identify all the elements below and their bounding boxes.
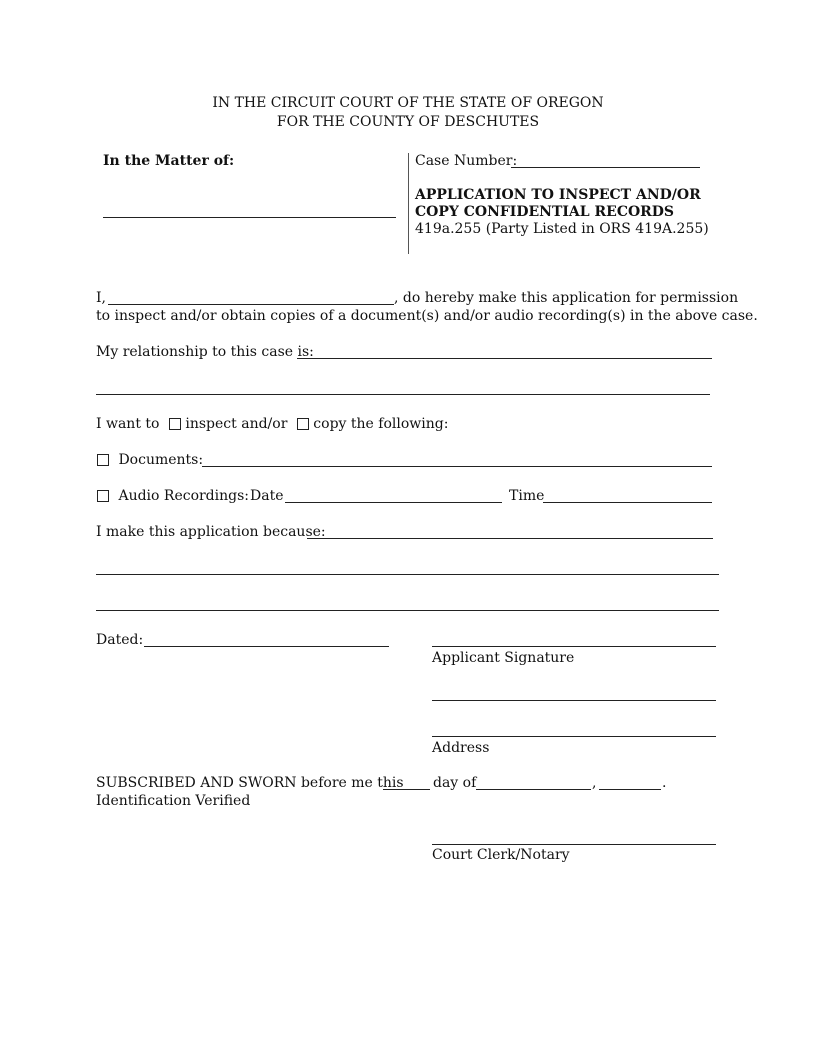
document-title-line2: COPY CONFIDENTIAL RECORDS: [415, 204, 675, 220]
reason-label: I make this application because:: [96, 524, 326, 540]
sworn-year-field[interactable]: [599, 789, 661, 790]
audio-row: [97, 488, 249, 505]
documents-checkbox[interactable]: [97, 454, 109, 466]
applicant-prefix: I,: [96, 290, 106, 306]
statute-reference: 419a.255 (Party Listed in ORS 419A.255): [415, 221, 709, 237]
date-label: Date: [250, 488, 284, 504]
case-number-field[interactable]: [511, 167, 700, 168]
audio-time-field[interactable]: [543, 502, 712, 503]
relationship-field[interactable]: [297, 358, 712, 359]
case-number-label: Case Number:: [415, 153, 518, 169]
audio-checkbox[interactable]: [97, 490, 109, 502]
statement-part2: to inspect and/or obtain copies of a document(s) and/or audio recording(s) in the above case.: [96, 308, 758, 324]
want-to-row: [96, 416, 448, 433]
applicant-name-field[interactable]: [108, 304, 394, 305]
clerk-signature-field[interactable]: [432, 844, 716, 845]
audio-label: Audio Recordings:: [118, 488, 250, 504]
applicant-signature-label: Applicant Signature: [432, 650, 575, 666]
sworn-day-field[interactable]: [383, 789, 430, 790]
sworn-period: .: [662, 775, 667, 791]
reason-field-line2[interactable]: [96, 574, 719, 575]
address-field-line2[interactable]: [432, 736, 716, 737]
identification-verified-label: Identification Verified: [96, 793, 251, 809]
court-name-line1: IN THE CIRCUIT COURT OF THE STATE OF OREGON: [212, 95, 604, 111]
court-county-line2: FOR THE COUNTY OF DESCHUTES: [276, 114, 540, 130]
statement-part1: , do hereby make this application for permission: [394, 290, 739, 306]
address-field-line1[interactable]: [432, 700, 716, 701]
day-of-label: day of: [433, 775, 477, 791]
dated-field[interactable]: [144, 646, 389, 647]
inspect-label: inspect and/or: [185, 416, 288, 432]
clerk-notary-label: Court Clerk/Notary: [432, 847, 570, 863]
inspect-checkbox[interactable]: [169, 418, 181, 430]
want-prefix: I want to: [96, 416, 160, 432]
dated-label: Dated:: [96, 632, 144, 648]
relationship-label: My relationship to this case is:: [96, 344, 314, 360]
matter-label: In the Matter of:: [103, 153, 235, 169]
address-label: Address: [432, 740, 490, 756]
time-label: Time: [509, 488, 545, 504]
audio-date-field[interactable]: [285, 502, 502, 503]
reason-field-line3[interactable]: [96, 610, 719, 611]
documents-field[interactable]: [202, 466, 712, 467]
sworn-comma: ,: [592, 775, 597, 791]
relationship-field-line2[interactable]: [96, 394, 710, 395]
caption-divider: [408, 153, 409, 254]
copy-checkbox[interactable]: [297, 418, 309, 430]
documents-row: [97, 452, 203, 469]
document-title-line1: APPLICATION TO INSPECT AND/OR: [415, 187, 701, 203]
copy-label: copy the following:: [313, 416, 449, 432]
reason-field[interactable]: [307, 538, 713, 539]
documents-label: Documents:: [118, 452, 204, 468]
sworn-month-field[interactable]: [476, 789, 591, 790]
applicant-signature-field[interactable]: [432, 646, 716, 647]
sworn-prefix: SUBSCRIBED AND SWORN before me this: [96, 775, 404, 791]
matter-name-field[interactable]: [103, 217, 396, 218]
